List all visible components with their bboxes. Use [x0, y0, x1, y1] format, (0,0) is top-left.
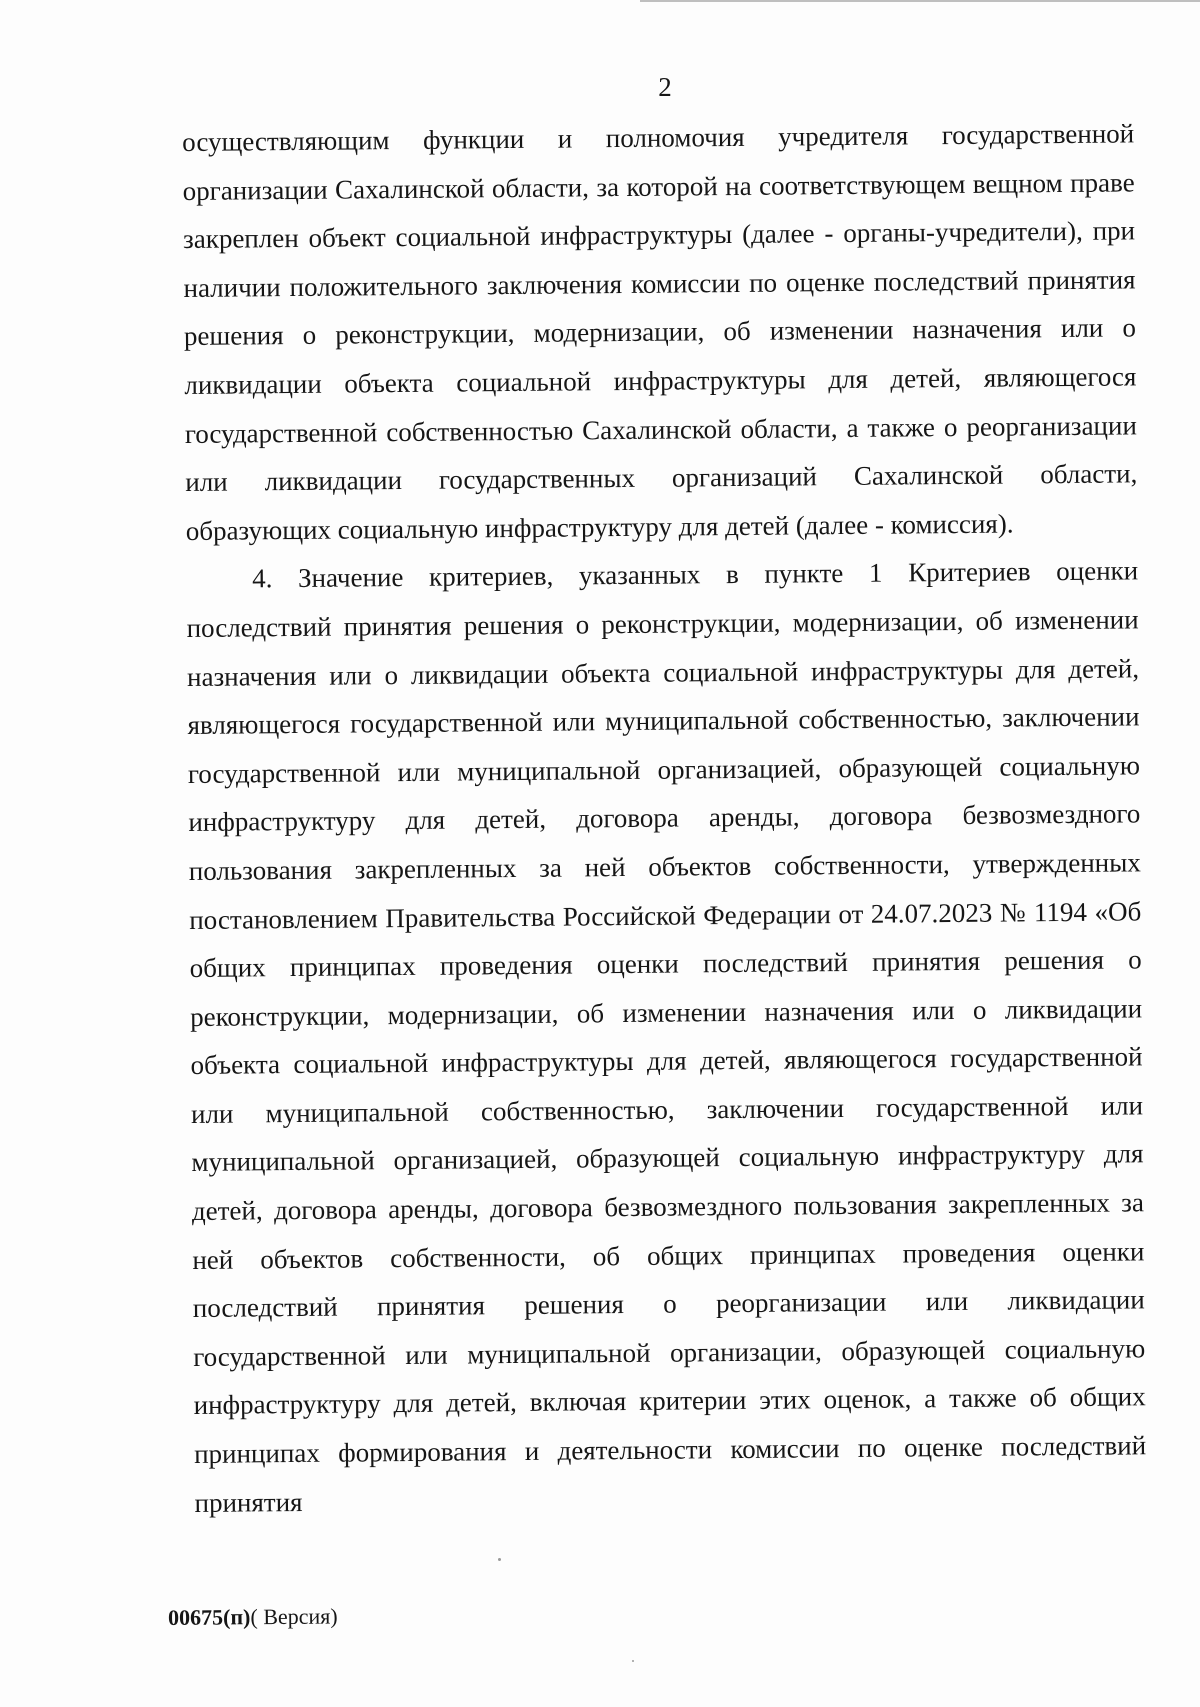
paragraph-item-4: 4. Значение критериев, указанных в пункте 1 Критериев оценки последствий принятия решения о реконструкции, модернизации, об изменении назначения или о ликвидации объекта социальной инфраструктуры для детей, являющегося государственной или муниципальной собственностью, заключении государственной или муниципальной организацией, образующей социальную инфраструктуру для детей, договора аренды, договора безвозмездного пользования закрепленных за ней объектов собственности, утвержденных постановлением Правительства Российской Федерации от 24.07.2023 № 1194 «Об общих принципах проведения оценки последствий принятия решения о реконструкции, модернизации, об изменении назначения или о ликвидации объекта социальной инфраструктуры для детей, являющегося государственной или муниципальной собственностью, заключении государственной или муниципальной организацией, образующей социальную инфраструктуру для детей, договора аренды, договора безвозмездного пользования закрепленных за ней объектов собственности, об общих принципах проведения оценки последствий принятия решения о реорганизации или ликвидации государственной или муниципальной организации, образующей социальную инфраструктуру для детей, включая критерии этих оценок, а также об общих принципах формирования и деятельности комиссии по оценке последствий принятия [186, 555, 1147, 1518]
scan-speck [632, 1660, 634, 1662]
page-number: 2 [658, 72, 672, 102]
document-version: ( Версия) [250, 1603, 338, 1630]
scan-edge-line [640, 0, 1200, 2]
scan-speck [498, 1558, 501, 1561]
paragraph-continuation: осуществляющим функции и полномочия учредителя государственной организации Сахалинской области, за которой на соответствующем вещном праве закреплен объект социальной инфраструктуры (далее - органы-учредители), при наличии положительного заключения комиссии по оценке последствий принятия решения о реконструкции, модернизации, об изменении назначения или о ликвидации объекта социальной инфраструктуры для детей, являющегося государственной собственностью Сахалинской области, а также о реорганизации или ликвидации государственных организаций Сахалинской области, образующих социальную инфраструктуру для детей (далее - комиссия). [182, 118, 1138, 546]
document-code: 00675(п) [168, 1604, 251, 1630]
document-footer [168, 1603, 338, 1631]
document-body [182, 109, 1147, 1527]
